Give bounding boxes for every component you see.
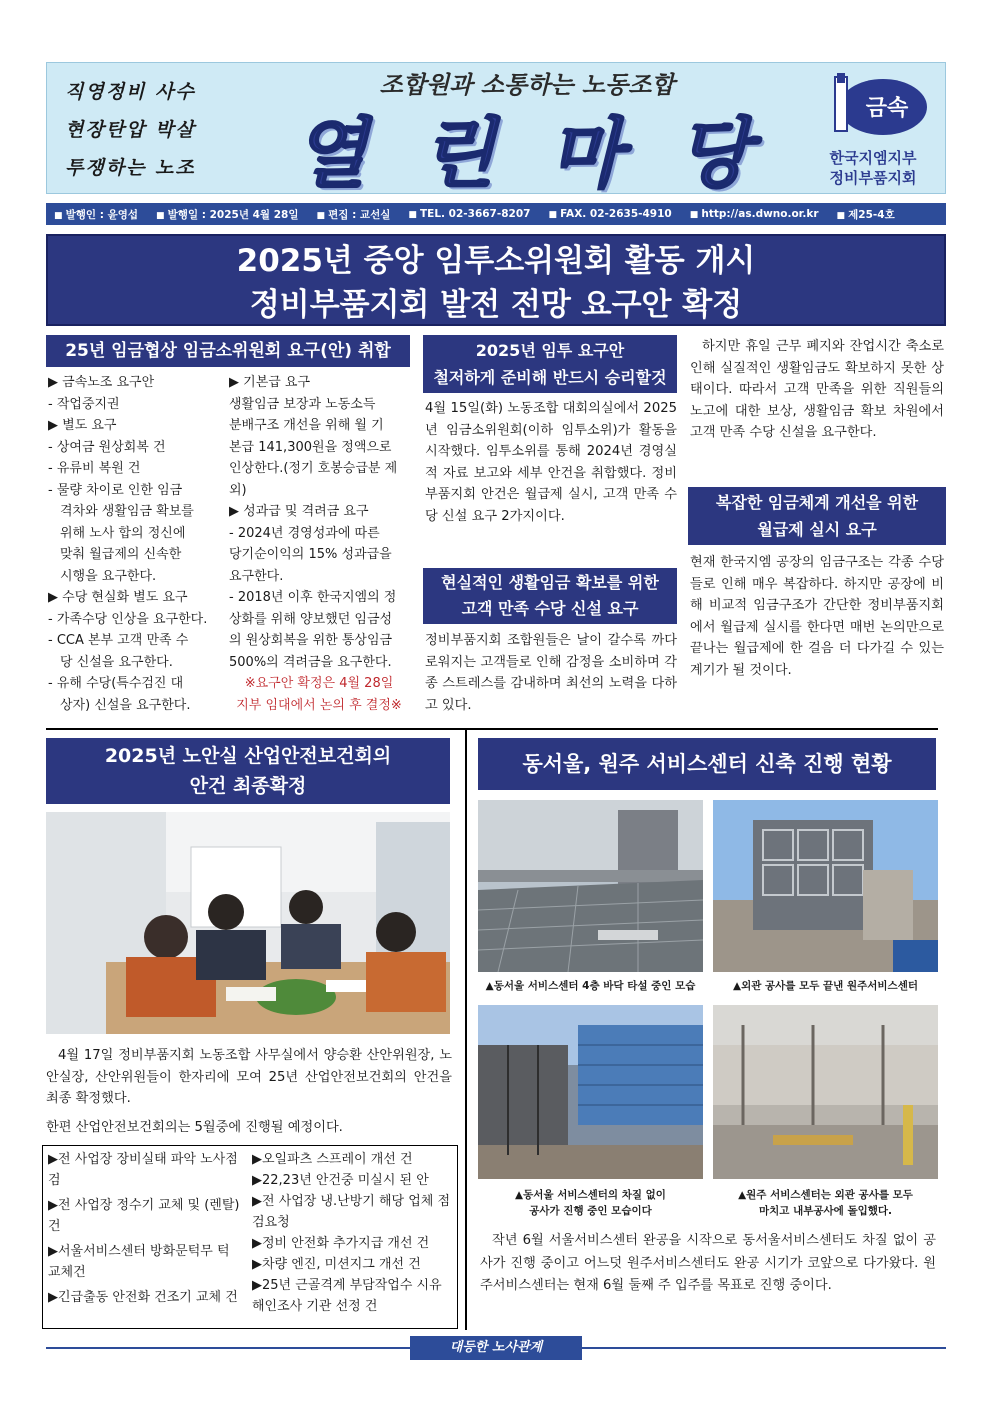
col3-body: 하지만 휴일 근무 폐지와 잔업시간 축소로 인해 실질적인 생활임금도 확보하지 못한 상태이다. 따라서 고객 만족을 위한 직원들의 노고에 대한 보상, 생활임금 확보 차원에서 고객 만족 수당 신설을 요구한다. — [690, 339, 944, 440]
list-item: ▶ 금속노조 요구안 — [48, 375, 155, 390]
meeting-photo — [46, 812, 450, 1034]
col3-sub-title-line-1: 복잡한 임금체계 개선을 위한 — [715, 493, 919, 512]
fax: ■ FAX. 02-2635-4910 — [548, 208, 671, 220]
publication-info-bar — [46, 203, 946, 225]
list-item: - 가족수당 인상을 요구한다. — [48, 611, 208, 627]
col2-sub-body: 정비부품지회 조합원들은 날이 갈수록 까다로워지는 고객들로 인해 감정을 소비하며 각종 스트레스를 감내하며 최선의 노력을 다하고 있다. — [425, 633, 677, 713]
list-item: 당기순이익의 15% 성과급을 — [229, 547, 392, 562]
list-item: - CCA 본부 고객 만족 수 — [48, 633, 189, 648]
col2-section-title — [423, 335, 677, 393]
col2-body: 4월 15일(화) 노동조합 대회의실에서 2025년 임금소위원회(이하 임투소위)가 활동을 시작했다. 임투소위를 통해 2024년 경영실적 자료 보고와 세부 안건을 취합했다. 정비부품지회 안건은 월급제 실시, 고객 만족 수당 신설 요구 2가지이다. — [425, 401, 677, 524]
list-item: 위해 노사 합의 정신에 — [60, 525, 186, 541]
safety-title-line-1: 2025년 노안실 산업안전보건회의 — [104, 745, 392, 767]
safety-left-list — [48, 1149, 243, 1308]
list-item: ▶22,23년 안건중 미실시 된 안 — [252, 1173, 429, 1188]
logo-text: 금속 — [865, 96, 909, 121]
org-name-1: 한국지엠지부 — [829, 149, 917, 167]
list-item: 요구한다. — [229, 568, 284, 584]
note-line-1: ※요구안 확정은 4월 28일 — [244, 676, 394, 691]
list-item: 격차와 생활임금 확보를 — [60, 504, 194, 519]
list-item: ▶정비 안전화 추가지급 개선 건 — [252, 1236, 430, 1251]
headline-line-2: 정비부품지회 발전 전망 요구안 확정 — [249, 287, 743, 323]
dongseoul-photo-2 — [478, 1005, 703, 1179]
safety-right-list — [252, 1149, 452, 1317]
editor: ■ 편집 : 교선실 — [316, 207, 390, 222]
publish-date: ■ 발행일 : 2025년 4월 28일 — [156, 207, 298, 222]
list-item: 상화를 위해 양보했던 임금성 — [229, 611, 393, 627]
col2-sub-title-line-1: 현실적인 생활임금 확보를 위한 — [441, 573, 659, 592]
list-item: - 상여금 원상회복 건 — [48, 439, 166, 455]
construction-body: 작년 6월 서울서비스센터 완공을 시작으로 동서울서비스센터도 차질 없이 공사가 진행 중이고 어느덧 원주서비스센터도 완공 시기가 코앞으로 다가왔다. 원주서비스센터는 현재 6월 둘째 주 입주를 목표로 진행 중이다. — [480, 1233, 936, 1293]
masthead-title: 열 린 마 당 — [293, 109, 765, 198]
list-item: - 물량 차이로 인한 임금 — [48, 482, 183, 498]
col1-left-list — [48, 372, 223, 716]
safety-body-2: 한편 산업안전보건회의는 5월중에 진행될 예정이다. — [46, 1120, 343, 1135]
list-item: 의 원상회복을 위한 통상임금 — [229, 633, 393, 648]
list-item: ▶긴급출동 안전화 건조기 교체 건 — [48, 1290, 238, 1305]
list-item: 500%의 격려금을 요구한다. — [229, 654, 392, 670]
col3-sub-body: 현재 한국지엠 공장의 임금구조는 각종 수당들로 인해 매우 복잡하다. 하지만 공장에 비해 비교적 임금구조가 간단한 정비부품지회에서 월급제 실시를 한다면 매번 논의만으로 끝나는 월급제에 한 걸음 더 다가길 수 있는 계기가 될 것이다. — [690, 555, 944, 678]
headline-line-1: 2025년 중앙 임투소위원회 활동 개시 — [236, 243, 756, 279]
caption-dongseoul-2 — [478, 1187, 703, 1219]
list-item: - 작업중지권 — [48, 396, 120, 412]
list-item: - 유류비 복원 건 — [48, 461, 141, 476]
list-item: 본급 141,300원을 정액으로 — [229, 439, 392, 455]
slogan-3: 투쟁하는 노조 — [65, 157, 196, 179]
vertical-divider — [465, 730, 467, 1330]
masthead-tagline: 조합원과 소통하는 노동조합 — [379, 70, 675, 99]
list-item: 분배구조 개선을 위해 월 기 — [229, 418, 384, 433]
list-item: ▶ 수당 현실화 별도 요구 — [48, 590, 188, 605]
note-line-2: 지부 임대에서 논의 후 결정※ — [236, 697, 402, 713]
slogan-2: 현장탄압 박살 — [65, 119, 196, 141]
list-item: 생활임금 보장과 노동소득 — [229, 396, 376, 412]
list-item: ▶오일파츠 스프레이 개선 건 — [252, 1152, 413, 1167]
list-item: ▶전 사업장 정수기 교체 및 (렌탈) 건 — [48, 1198, 240, 1234]
caption-line: ▲동서울 서비스센터의 차질 없이 — [515, 1189, 666, 1201]
col3-sub-title-line-2: 월급제 실시 요구 — [757, 520, 877, 539]
footer-tagline: 대등한 노사관계 — [410, 1336, 582, 1360]
list-item: 맞춰 월급제의 신속한 — [60, 547, 182, 562]
list-item: - 2024년 경영성과에 따른 — [229, 525, 380, 541]
issue-number: ■ 제25-4호 — [837, 207, 895, 222]
masthead — [46, 62, 946, 198]
list-item: 상자) 신설을 요구한다. — [60, 697, 191, 713]
safety-title-line-2: 안건 최종확정 — [189, 775, 307, 797]
list-item: ▶차량 엔진, 미션지그 개선 건 — [252, 1257, 421, 1272]
col2-sub-title-line-2: 고객 만족 수당 신설 요구 — [461, 599, 639, 618]
safety-body: 4월 17일 정비부품지회 노동조합 사무실에서 양승환 산안위원장, 노안실장, 산안위원들이 한자리에 모여 25년 산업안전보건회의 안건을 최종 확정했다. — [46, 1048, 452, 1106]
construction-section-title: 동서울, 원주 서비스센터 신축 진행 현황 — [478, 738, 936, 790]
caption-line: 마치고 내부공사에 돌입했다. — [758, 1205, 892, 1217]
caption-line: 공사가 진행 중인 모습이다 — [529, 1205, 652, 1217]
col3-subsection-title — [688, 487, 946, 545]
website-link[interactable]: ■ http://as.dwno.or.kr — [690, 208, 819, 220]
org-name-2: 정비부품지회 — [829, 169, 917, 187]
safety-section-title — [46, 738, 450, 804]
col1-section-title: 25년 임금협상 임금소위원회 요구(안) 취합 — [46, 335, 410, 367]
list-item: 외) — [229, 482, 247, 498]
list-item: - 유해 수당(특수검진 대 — [48, 676, 184, 691]
col1-right-list — [229, 372, 409, 716]
caption-line: ▲원주 서비스센터는 외관 공사를 모두 — [738, 1189, 913, 1201]
caption-wonju-1: ▲외관 공사를 모두 끝낸 원주서비스센터 — [733, 980, 918, 992]
horizontal-divider — [46, 728, 938, 730]
slogan-1: 직영정비 사수 — [65, 81, 196, 103]
list-item: 인상한다.(정기 호봉승급분 제 — [229, 461, 398, 476]
list-item: 당 신설을 요구한다. — [60, 654, 173, 670]
caption-dongseoul-1: ▲동서울 서비스센터 4층 바닥 타설 중인 모습 — [485, 980, 696, 992]
col2-title-line-2: 철저하게 준비해 반드시 승리할것 — [433, 368, 667, 387]
list-item: ▶서울서비스센터 방화문턱무 턱 교체건 — [48, 1244, 230, 1280]
main-headline — [46, 234, 946, 326]
col2-subsection-title — [423, 568, 677, 624]
wonju-photo-2 — [713, 1005, 938, 1179]
publisher: ■ 발행인 : 윤영섭 — [54, 207, 138, 222]
list-item: ▶전 사업장 장비실태 파악 노사점검 — [48, 1152, 238, 1188]
list-item: ▶ 별도 요구 — [48, 418, 117, 433]
caption-wonju-2 — [713, 1187, 938, 1219]
wonju-photo-1 — [713, 800, 938, 972]
list-item: ▶ 성과급 및 격려금 요구 — [229, 504, 369, 519]
list-item: - 2018년 이후 한국지엠의 정 — [229, 590, 397, 605]
dongseoul-photo-1 — [478, 800, 703, 972]
list-item: 시행을 요구한다. — [60, 568, 157, 584]
list-item: ▶ 기본급 요구 — [229, 375, 311, 390]
telephone: ■ TEL. 02-3667-8207 — [408, 208, 530, 220]
union-logo — [823, 69, 933, 139]
col2-title-line-1: 2025년 임투 요구안 — [475, 341, 625, 360]
list-item: ▶25년 근골격계 부담작업수 시유해인조사 기관 선정 건 — [252, 1278, 442, 1314]
list-item: ▶전 사업장 냉.난방기 해당 업체 점검요청 — [252, 1194, 451, 1230]
